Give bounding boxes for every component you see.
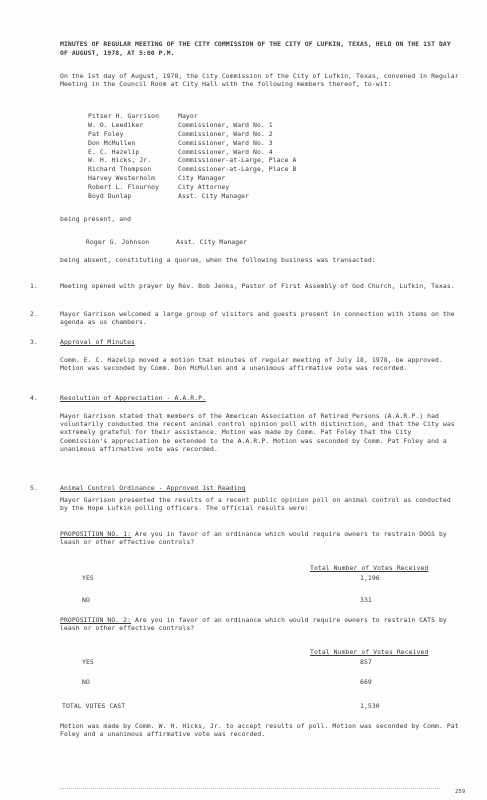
member-title: City Manager bbox=[178, 174, 226, 183]
vote-count: 1,196 bbox=[360, 574, 380, 582]
vote-label: NO bbox=[82, 596, 90, 604]
vote-label: TOTAL VOTES CAST bbox=[62, 702, 126, 710]
member-name: Harvey Westerholm bbox=[88, 174, 156, 183]
item-body: Mayor Garrison presented the results of a recent public opinion poll on animal control as conducted by the Hope Lufkin polling officers. The official results were: bbox=[60, 496, 455, 513]
member-title: Commissioner-at-Large, Place A bbox=[178, 156, 297, 165]
member-name: Roger G. Johnson bbox=[86, 238, 150, 246]
roster-row bbox=[88, 112, 388, 121]
absence-statement: being absent, constituting a quorum, when the following business was transacted: bbox=[60, 256, 376, 264]
roster-row bbox=[88, 121, 388, 130]
proposition-2 bbox=[60, 616, 460, 632]
item-body: Mayor Garrison welcomed a large group of visitors and guests present in connection with items on the agenda as us chambers. bbox=[60, 310, 459, 327]
quorum-text: being present, and bbox=[60, 215, 132, 223]
member-name: Pat Foley bbox=[88, 129, 124, 138]
member-title: Commissioner, Ward No. 2 bbox=[178, 129, 273, 138]
roster-row bbox=[88, 148, 388, 157]
vote-count: 857 bbox=[360, 658, 372, 666]
member-name: Richard Thompson bbox=[88, 165, 152, 174]
vote-label: NO bbox=[82, 678, 90, 686]
member-name: W. H. Hicks, Jr. bbox=[88, 156, 152, 165]
member-name: W. O. Leediker bbox=[88, 120, 144, 129]
roster-row bbox=[88, 192, 388, 201]
item-body: Comm. E. C. Hazelip moved a motion that minutes of regular meeting of July 18, 1978, be approved. Motion was seconded by Comm. Don McMullen and a unanimous affirmative vote was recorded. bbox=[60, 356, 447, 373]
vote-label: YES bbox=[82, 658, 94, 666]
item-heading: Approval of Minutes bbox=[60, 338, 136, 346]
item-number: 3. bbox=[30, 338, 38, 346]
proposition-text: Are you in favor of an ordinance which would require owners to restrain CATS by leash or other effective controls? bbox=[60, 616, 451, 633]
vote-count: 1,530 bbox=[360, 702, 380, 710]
roster-row bbox=[88, 139, 388, 148]
member-title: Asst. City Manager bbox=[176, 238, 248, 246]
member-name: Boyd Dunlap bbox=[88, 192, 132, 201]
item-heading: Animal Control Ordinance - Approved 1st Reading bbox=[60, 484, 246, 492]
roster-row bbox=[88, 156, 388, 165]
vote-label: YES bbox=[82, 574, 94, 582]
document-title: MINUTES OF REGULAR MEETING OF THE CITY COMMISSION OF THE CITY OF LUFKIN, TEXAS, HELD ON THE 1ST DAY OF AUGUST, 1978, AT 5:00 P.M. bbox=[60, 40, 455, 57]
member-title: Commissioner-at-Large, Place B bbox=[178, 165, 297, 174]
vote-table-header: Total Number of Votes Received bbox=[310, 648, 429, 656]
item-heading: Resolution of Appreciation - A.A.R.P. bbox=[60, 394, 207, 402]
item-body: Mayor Garrison stated that members of the American Association of Retired Persons (A.A.R.P.) had voluntarily conducted the recent animal control opinion poll with distinction, and that the City was extremely grateful for their assistance. Motion was made by Comm. Pat Foley that the City Commission's appreciation be extended to the A.A.R.P. Motion was seconded by Comm. Pat Foley and a unanimous affirmative vote was recorded. bbox=[60, 412, 459, 453]
member-title: Commissioner, Ward No. 4 bbox=[178, 147, 273, 156]
member-name: Pitser H. Garrison bbox=[88, 112, 160, 120]
proposition-text: Are you in favor of an ordinance which would require owners to restrain DOGS by leash or other effective controls? bbox=[60, 530, 451, 547]
member-name: E. C. Hazelip bbox=[88, 147, 140, 156]
member-title: Mayor bbox=[178, 112, 198, 120]
member-title: City Attorney bbox=[178, 183, 230, 192]
roster-row bbox=[88, 174, 388, 183]
proposition-label: PROPOSITION NO. 2: bbox=[60, 616, 132, 624]
member-title: Asst. City Manager bbox=[178, 192, 250, 201]
page-number: 259 bbox=[455, 789, 466, 795]
attendance-roster bbox=[88, 112, 388, 201]
member-name: Robert L. Flournoy bbox=[88, 183, 160, 192]
member-title: Commissioner, Ward No. 1 bbox=[178, 120, 273, 129]
member-name: Don McMullen bbox=[88, 138, 136, 147]
absent-member bbox=[86, 238, 247, 246]
item-number: 5. bbox=[30, 484, 38, 492]
roster-row bbox=[88, 183, 388, 192]
item-body: Meeting opened with prayer by Rev. Bob Jenks, Pastor of First Assembly of God Church, Lufkin, Texas. bbox=[60, 282, 455, 290]
roster-row bbox=[88, 165, 388, 174]
closing-paragraph: Motion was made by Comm. W. H. Hicks, Jr. to accept results of poll. Motion was seconded by Comm. Pat Foley and a unanimous affirmative vote was recorded. bbox=[60, 722, 463, 739]
proposition-1 bbox=[60, 530, 460, 546]
proposition-label: PROPOSITION NO. 1: bbox=[60, 530, 132, 538]
vote-table-header: Total Number of Votes Received bbox=[310, 564, 429, 572]
item-number: 1. bbox=[30, 282, 38, 290]
opening-paragraph: On the 1st day of August, 1978, the City Commission of the City of Lufkin, Texas, convened in Regular Meeting in the Council Room at City Hall with the following members thereof, to-wit: bbox=[60, 72, 463, 89]
member-title: Commissioner, Ward No. 3 bbox=[178, 138, 273, 147]
item-number: 4. bbox=[30, 394, 38, 402]
footer-rule bbox=[60, 788, 440, 790]
item-number: 2. bbox=[30, 310, 38, 318]
roster-row bbox=[88, 130, 388, 139]
vote-count: 331 bbox=[360, 596, 372, 604]
vote-count: 669 bbox=[360, 678, 372, 686]
